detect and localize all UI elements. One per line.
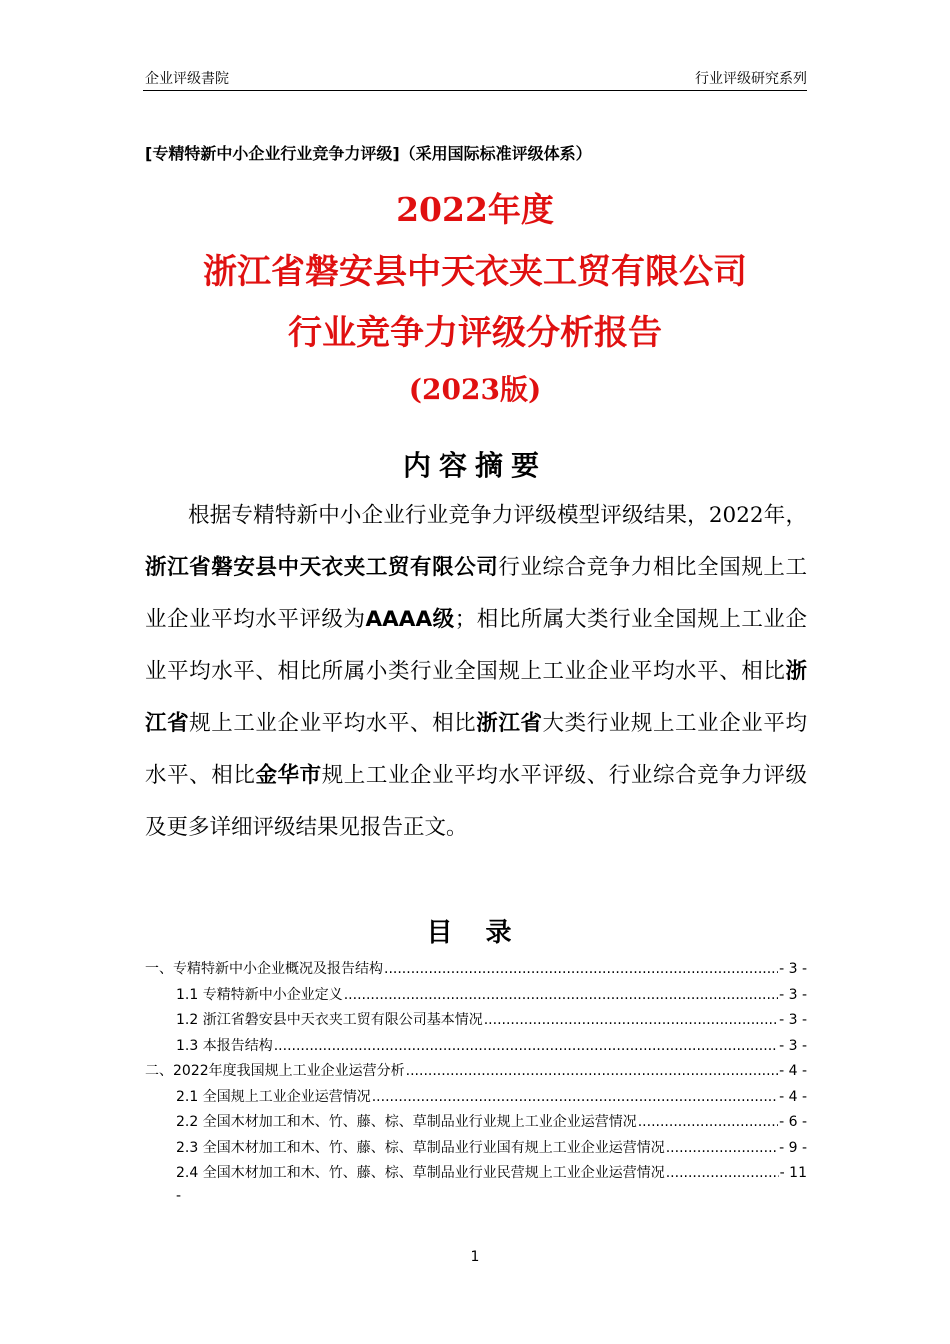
toc-entry-label: 2.2 全国木材加工和木、竹、藤、棕、草制品业行业规上工业企业运营情况 bbox=[176, 1114, 637, 1130]
abstract-text: 根据专精特新中小企业行业竞争力评级模型评级结果，2022年， bbox=[188, 503, 807, 528]
abstract-province: 浙江省 bbox=[145, 659, 807, 736]
toc-entry-page: - 9 - bbox=[779, 1139, 807, 1156]
toc-entry-label: 1.1 专精特新中小企业定义 bbox=[176, 986, 343, 1003]
toc-entry-label: 2.3 全国木材加工和木、竹、藤、棕、草制品业行业国有规上工业企业运营情况 bbox=[176, 1139, 665, 1156]
header-divider bbox=[143, 90, 807, 91]
toc-entry-label: 2.4 全国木材加工和木、竹、藤、棕、草制品业行业民营规上工业企业运营情况 bbox=[176, 1165, 665, 1181]
toc-entry-page: - 3 - bbox=[779, 961, 807, 977]
abstract-body bbox=[145, 490, 807, 854]
toc-entry[interactable] bbox=[145, 1162, 807, 1188]
abstract-city: 金华市 bbox=[255, 763, 322, 788]
toc-leader bbox=[666, 1165, 779, 1181]
toc-leader bbox=[274, 1038, 778, 1054]
toc-entry[interactable] bbox=[145, 1086, 807, 1112]
toc-entry-label: 1.2 浙江省磐安县中天衣夹工贸有限公司基本情况 bbox=[176, 1012, 483, 1028]
toc-entry[interactable] bbox=[145, 1060, 807, 1086]
toc-entry-page: - 4 - bbox=[779, 1063, 807, 1079]
toc-entry-label: 一、专精特新中小企业概况及报告结构 bbox=[145, 961, 383, 977]
abstract-heading: 内容摘要 bbox=[402, 449, 547, 482]
abstract-company: 浙江省磐安县中天衣夹工贸有限公司 bbox=[145, 555, 499, 580]
header-right: 行业评级研究系列 bbox=[695, 71, 807, 87]
toc-leader bbox=[406, 1063, 778, 1079]
toc-leader bbox=[384, 961, 778, 977]
toc-leader bbox=[344, 987, 778, 1003]
title-company: 浙江省磐安县中天衣夹工贸有限公司 bbox=[203, 252, 747, 292]
toc-entry-label: 1.3 本报告结构 bbox=[176, 1037, 273, 1054]
abstract-text: 规上工业企业平均水平评级、行业综合竞争力评级及更多详细评级结果见报告正文。 bbox=[145, 763, 807, 840]
abstract-text: ；相比所属大类行业全国规上工业企业平均水平、相比所属小类行业全国规上工业企业平均水平、相比 bbox=[145, 607, 807, 684]
toc-entry[interactable] bbox=[145, 1111, 807, 1137]
title-edition: (2023版) bbox=[408, 373, 542, 406]
abstract-text: 规上工业企业平均水平、相比 bbox=[189, 711, 477, 736]
header-left: 企业评级書院 bbox=[145, 71, 229, 87]
abstract-text: 大类行业规上工业企业平均水平、相比 bbox=[145, 711, 807, 788]
toc-entry-page: - 3 - bbox=[779, 986, 807, 1003]
table-of-contents bbox=[145, 958, 807, 1210]
toc-entry-label: 二、2022年度我国规上工业企业运营分析 bbox=[145, 1063, 405, 1079]
toc-entry-page: - 11 bbox=[779, 1165, 807, 1181]
toc-entry-page: - 6 - bbox=[779, 1114, 807, 1130]
page-number: 1 bbox=[470, 1249, 480, 1265]
report-tagline: [专精特新中小企业行业竞争力评级]（采用国际标准评级体系） bbox=[145, 144, 592, 163]
toc-heading: 目 录 bbox=[426, 918, 524, 948]
toc-entry-page: - 3 - bbox=[779, 1037, 807, 1054]
title-report: 行业竞争力评级分析报告 bbox=[288, 313, 662, 353]
toc-leader bbox=[372, 1089, 778, 1105]
abstract-grade: AAAA级 bbox=[365, 607, 455, 632]
abstract-province: 浙江省 bbox=[476, 711, 543, 736]
toc-leader bbox=[638, 1114, 778, 1130]
toc-entry[interactable] bbox=[145, 984, 807, 1010]
abstract-text: 行业综合竞争力相比全国规上工业企业平均水平评级为 bbox=[145, 555, 807, 632]
toc-entry[interactable] bbox=[145, 1009, 807, 1035]
toc-entry-label: 2.1 全国规上工业企业运营情况 bbox=[176, 1088, 371, 1105]
toc-leader bbox=[666, 1140, 778, 1156]
toc-continuation: - bbox=[176, 1187, 182, 1204]
toc-entry-page: - 3 - bbox=[779, 1012, 807, 1028]
toc-entry[interactable] bbox=[145, 1137, 807, 1163]
title-year: 2022年度 bbox=[396, 190, 554, 229]
toc-entry[interactable] bbox=[145, 958, 807, 984]
toc-entry-page: - 4 - bbox=[779, 1088, 807, 1105]
toc-leader bbox=[484, 1012, 778, 1028]
toc-entry[interactable] bbox=[145, 1035, 807, 1061]
